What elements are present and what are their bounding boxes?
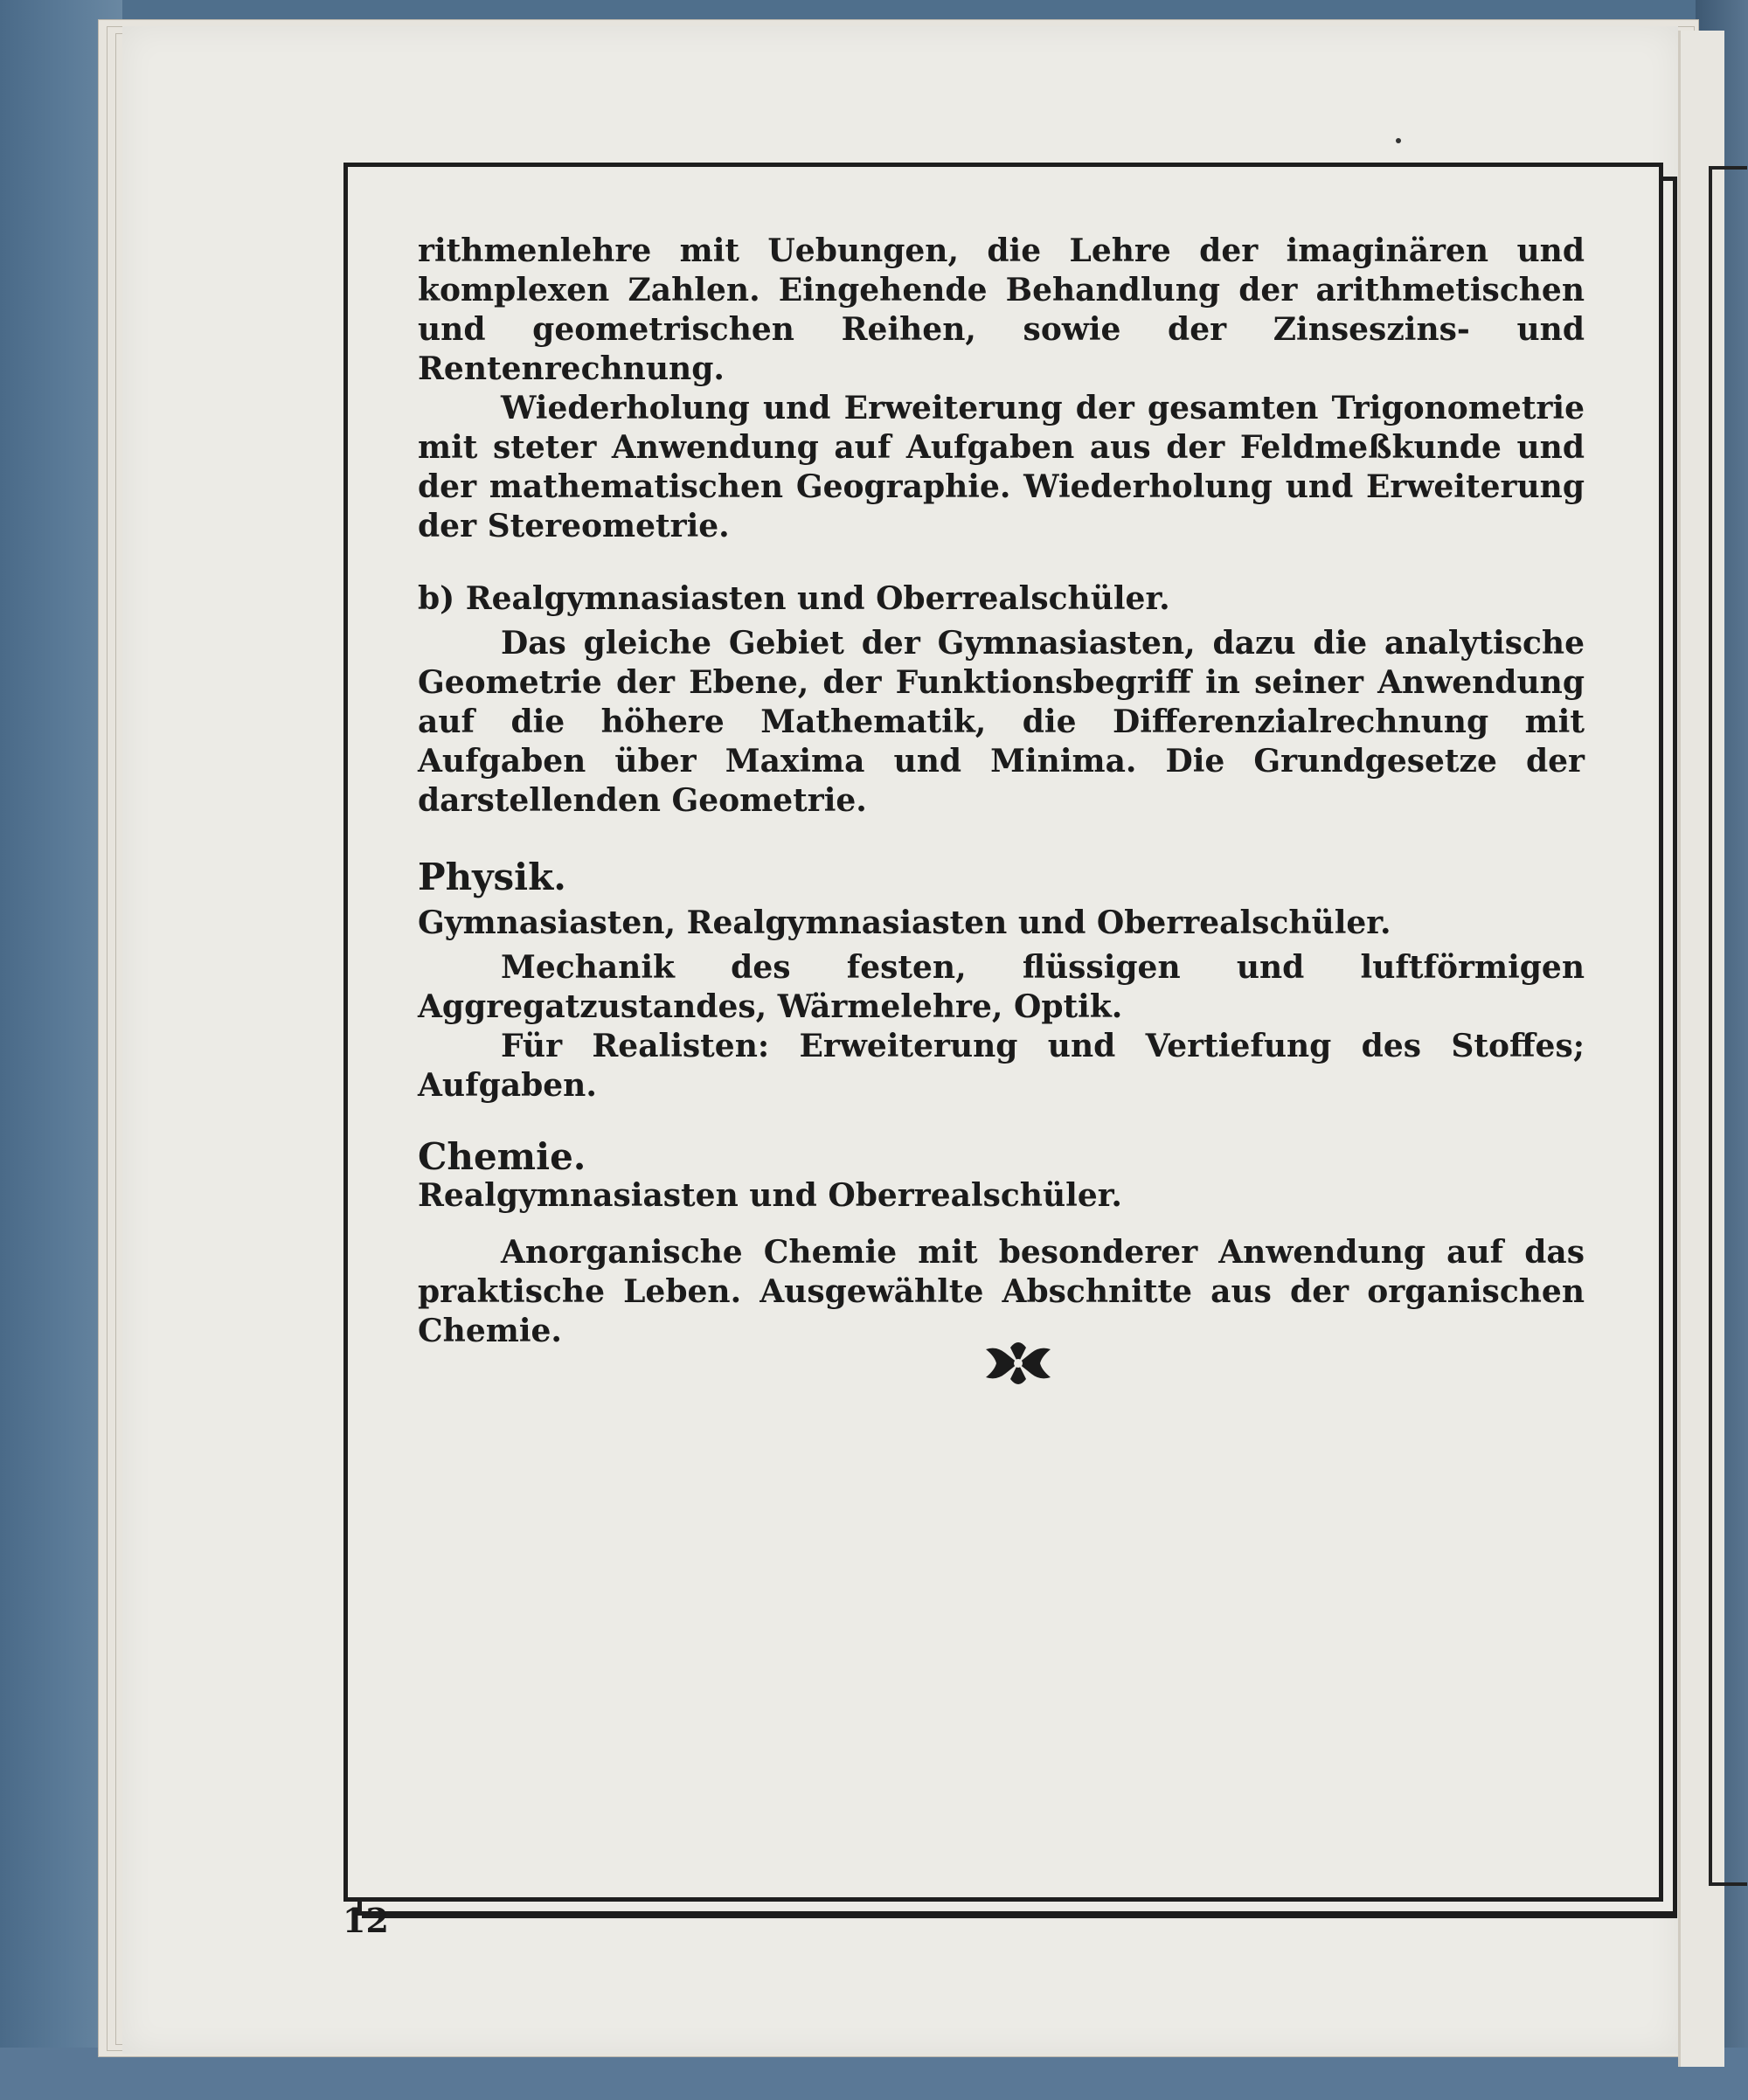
- subheading-realgymnasiasten: b) Realgymnasiasten und Oberrealschüler.: [418, 580, 1170, 617]
- subheading-chemie-students: Realgymnasiasten und Oberrealschüler.: [418, 1177, 1122, 1214]
- paragraph-arithmetic: rithmenlehre mit Uebungen, die Lehre der imaginären und komplexen Zahlen. Eingehende Behandlung der arithmetischen und geometrischen Reihen, sowie der Zinseszins- und Rentenrechnung.: [418, 232, 1585, 387]
- paragraph-analytic-geometry: Das gleiche Gebiet der Gymnasiasten, dazu die analytische Geometrie der Ebene, der Funktionsbegriff in seiner Anwendung auf die höhere Mathematik, die Differenzialrechnung mit Aufgaben über Maxima und Minima. Die Grundgesetze der darstellenden Geometrie.: [418, 625, 1585, 819]
- paragraph-mechanik: Mechanik des festen, flüssigen und luftförmigen Aggregatzustandes, Wärmelehre, Optik.: [418, 949, 1585, 1025]
- paragraph-chemie: Anorganische Chemie mit besonderer Anwendung auf das praktische Leben. Ausgewählte Abschnitte aus der organischen Chemie.: [418, 1234, 1585, 1349]
- page-number: 12: [343, 1901, 389, 1940]
- heading-chemie: Chemie.: [418, 1135, 586, 1178]
- paragraph-realisten: Für Realisten: Erweiterung und Vertiefung des Stoffes; Aufgaben.: [418, 1028, 1585, 1104]
- page-text-block: [418, 232, 1585, 1351]
- paragraph-trigonometry: Wiederholung und Erweiterung der gesamten Trigonometrie mit steter Anwendung auf Aufgaben aus der Feldmeßkunde und der mathematischen Geographie. Wiederholung und Erweiterung der Stereometrie.: [418, 390, 1585, 544]
- facing-page-frame: [1709, 166, 1747, 1886]
- fleuron-icon: [979, 1337, 1058, 1390]
- subheading-physik-students: Gymnasiasten, Realgymnasiasten und Oberrealschüler.: [418, 904, 1391, 941]
- print-speck: [1396, 138, 1401, 143]
- heading-physik: Physik.: [418, 856, 566, 898]
